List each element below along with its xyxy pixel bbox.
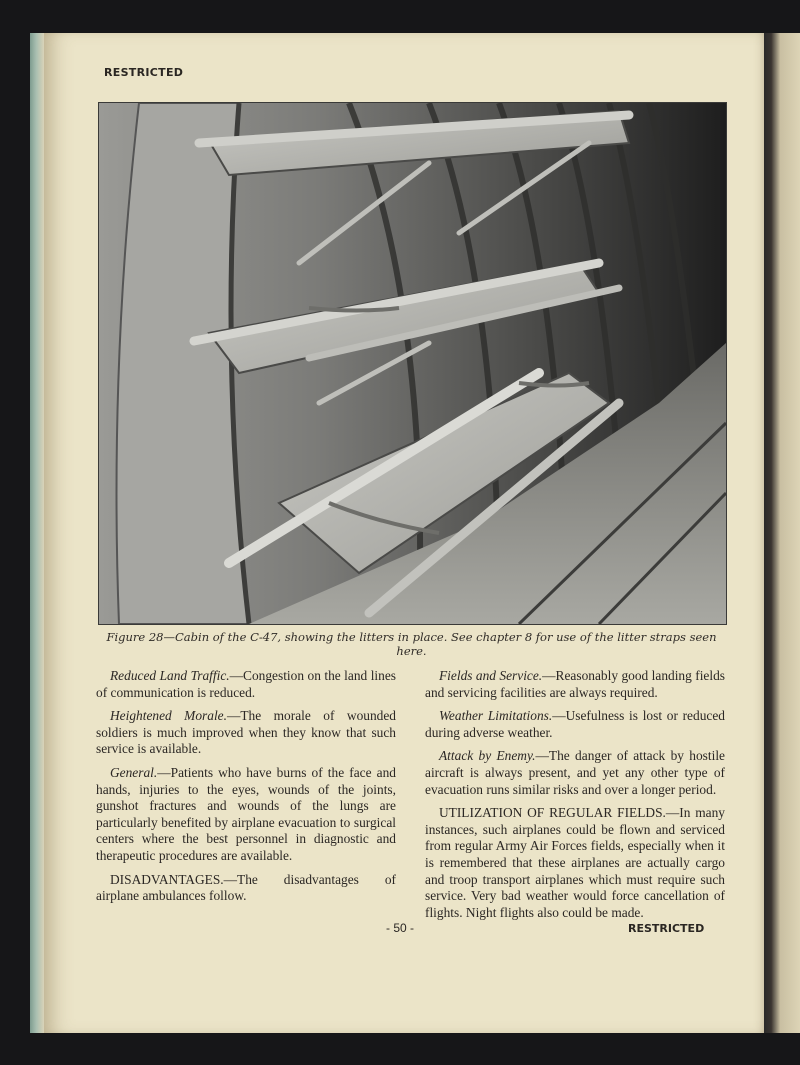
page-number: - 50 - <box>385 921 414 935</box>
paragraph-weather-limitations: Weather Limitations.—Usefulness is lost or reduced during adverse weather. <box>425 708 725 740</box>
binding-edge <box>30 33 44 1033</box>
paragraph-general: General.—Patients who have burns of the face and hands, injuries to the eyes, wounds of the joints, gunshot fractures and wounds of the lungs are particularly benefited by airplane evacuation to surgical centers where the best personnel in diagnostic and therapeutic procedures are available. <box>96 764 396 863</box>
paragraph-fields-and-service: Fields and Service.—Reasonably good landing fields and servicing facilities are always required. <box>425 668 725 700</box>
paragraph-utilization: UTILIZATION OF REGULAR FIELDS.—In many instances, such airplanes could be flown and serviced from regular Army Air Forces fields, especially when it is remembered that these airplanes are actually cargo and troop transport airplanes which must require such service. Very bad weather would force cancellation of flights. Night flights also could be made. <box>425 805 725 920</box>
running-head: RESTRICTED <box>104 66 184 79</box>
facing-page-edge <box>764 33 800 1033</box>
figure-photo <box>98 102 727 625</box>
paragraph-reduced-land-traffic: Reduced Land Traffic.—Congestion on the land lines of communication is reduced. <box>96 668 396 700</box>
right-column <box>425 668 725 928</box>
paragraph-heightened-morale: Heightened Morale.—The morale of wounded soldiers is much improved when they know that such service is available. <box>96 708 396 757</box>
litter-photo-illustration <box>99 103 726 624</box>
left-column <box>96 668 396 912</box>
running-foot: RESTRICTED <box>628 922 705 935</box>
paragraph-attack-by-enemy: Attack by Enemy.—The danger of attack by hostile aircraft is always present, and yet any other type of evacuation runs similar risks and over a longer period. <box>425 748 725 797</box>
paragraph-disadvantages: DISADVANTAGES.—The disadvantages of airplane ambulances follow. <box>96 871 396 904</box>
figure-caption: Figure 28—Cabin of the C-47, showing the litters in place. See chapter 8 for use of the litter straps seen here. <box>106 630 717 658</box>
